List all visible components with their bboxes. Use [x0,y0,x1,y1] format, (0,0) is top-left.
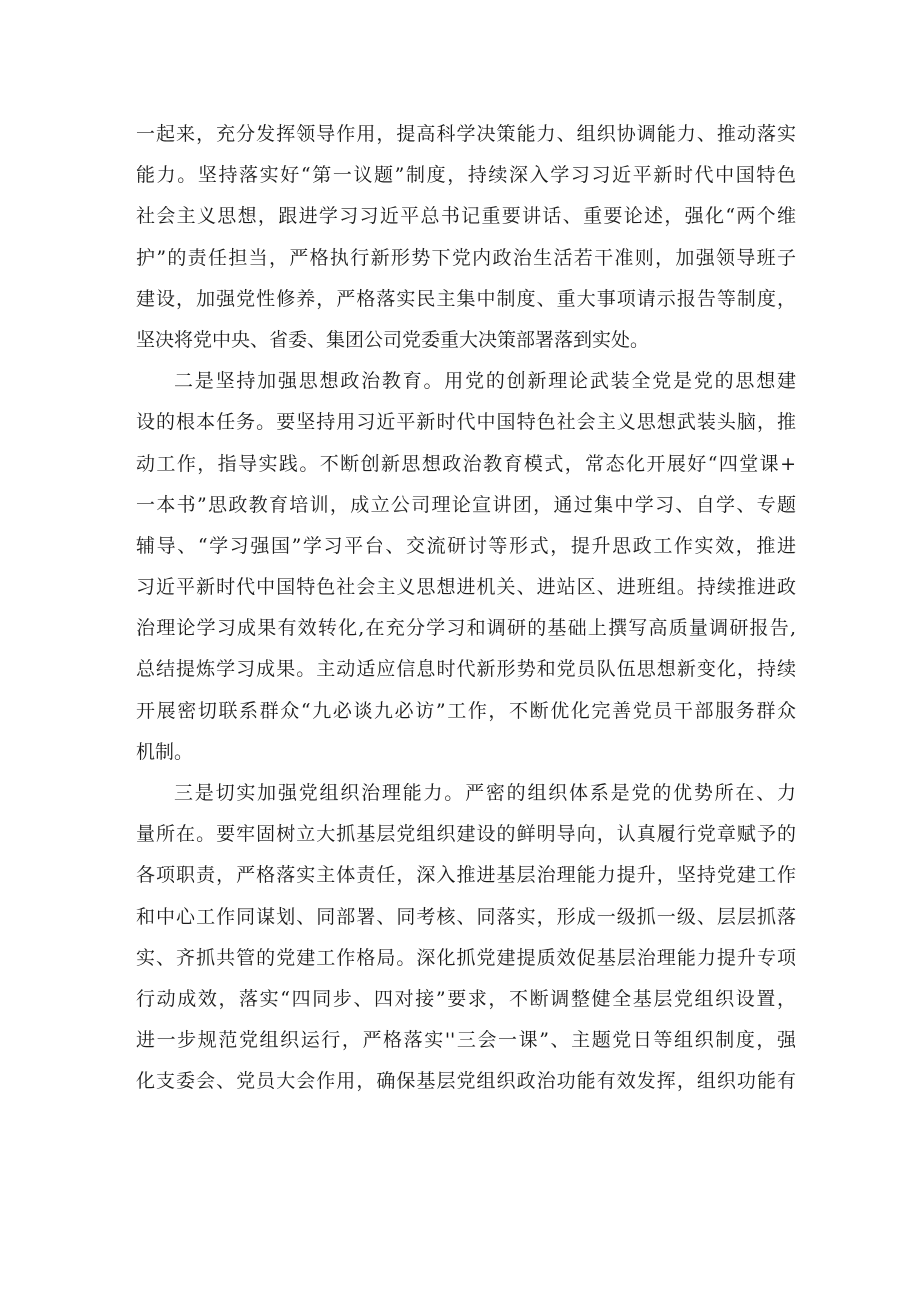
text-line: 社会主义思想，跟进学习习近平总书记重要讲话、重要论述，强化“两个维 [136,205,796,228]
text-line: 习近平新时代中国特色社会主义思想进机关、进站区、进班组。持续推进政 [136,576,796,599]
text-line: 坚决将党中央、省委、集团公司党委重大决策部署落到实处。 [136,328,650,351]
text-line: 一本书”思政教育培训，成立公司理论宣讲团，通过集中学习、自学、专题 [136,493,796,516]
text-line: 动工作，指导实践。不断创新思想政治教育模式，常态化开展好“四堂课+ [136,452,796,475]
paragraph-3 [136,773,796,1103]
text-line: 设的根本任务。要坚持用习近平新时代中国特色社会主义思想武装头脑，推 [136,411,796,434]
text-line: 建设，加强党性修养，严格落实民主集中制度、重大事项请示报告等制度， [136,287,796,310]
text-line: 进一步规范党组织运行，严格落实''三会一课”、主题党日等组织制度，强 [136,1029,796,1052]
text-line: 治理论学习成果有效转化,在充分学习和调研的基础上撰写高质量调研报告, [136,617,796,640]
text-line: 实、齐抓共管的党建工作格局。深化抓党建提质效促基层治理能力提升专项 [136,946,796,969]
text-line: 三是切实加强党组织治理能力。严密的组织体系是党的优势所在、力 [174,782,796,804]
document-body [136,114,796,1103]
paragraph-2 [136,361,796,773]
text-line: 化支委会、党员大会作用，确保基层党组织政治功能有效发挥，组织功能有 [136,1070,796,1093]
text-line: 开展密切联系群众“九必谈九必访”工作，不断优化完善党员干部服务群众 [136,699,796,722]
text-line: 一起来，充分发挥领导作用，提高科学决策能力、组织协调能力、推动落实 [136,123,796,145]
paragraph-1 [136,114,796,361]
text-line: 护”的责任担当，严格执行新形势下党内政治生活若干准则，加强领导班子 [136,246,796,269]
text-line: 量所在。要牢固树立大抓基层党组织建设的鲜明导向，认真履行党章赋予的 [136,823,796,846]
text-line: 和中心工作同谋划、同部署、同考核、同落实，形成一级抓一级、层层抓落 [136,905,796,928]
text-line: 行动成效，落实“四同步、四对接”要求，不断调整健全基层党组织设置， [136,987,796,1010]
text-line: 总结提炼学习成果。主动适应信息时代新形势和党员队伍思想新变化，持续 [136,658,796,681]
text-line: 机制。 [136,740,194,763]
text-line: 辅导、“学习强国”学习平台、交流研讨等形式，提升思政工作实效，推进 [136,534,796,557]
text-line: 二是坚持加强思想政治教育。用党的创新理论武装全党是党的思想建 [174,370,796,393]
text-line: 能力。坚持落实好“第一议题”制度，持续深入学习习近平新时代中国特色 [136,164,796,187]
text-line: 各项职责，严格落实主体责任，深入推进基层治理能力提升，坚持党建工作 [136,864,796,887]
